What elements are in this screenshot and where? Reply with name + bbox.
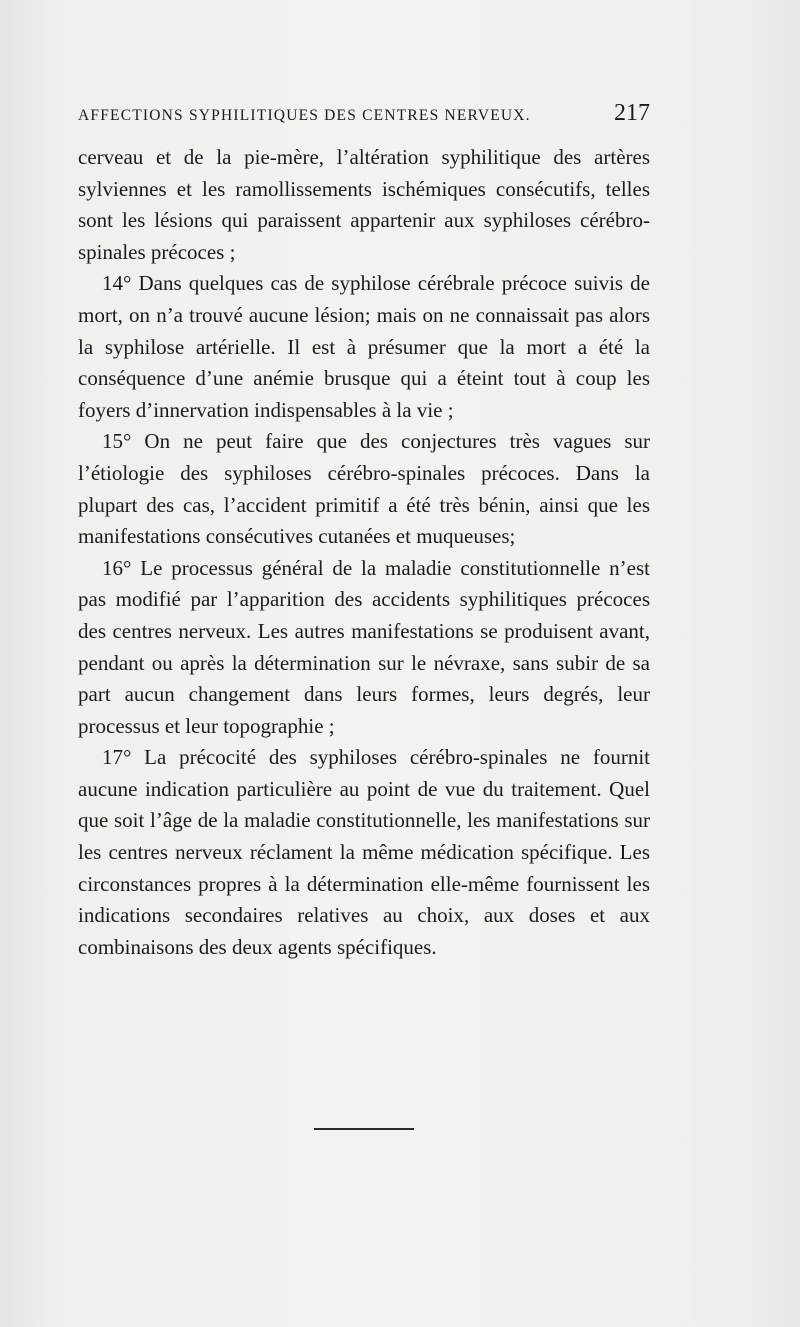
paragraph-17: 17° La précocité des syphiloses cérébro-spinales ne fournit aucune indication particulière au point de vue du traitement. Quel que soit l’âge de la maladie constitutionnelle, les manifestations sur les centres nerveux réclament la même médication spécifique. Les circonstances propres à la détermination elle-même fournissent les indications secondaires relatives au choix, aux doses et aux combinaisons des deux agents spécifiques. (78, 745, 650, 959)
page-number: 217 (614, 100, 650, 126)
running-title: AFFECTIONS SYPHILITIQUES DES CENTRES NERVEUX. (78, 107, 531, 124)
body-text (78, 142, 650, 963)
page-header (78, 100, 650, 127)
paragraph-15: 15° On ne peut faire que des conjectures très vagues sur l’étiologie des syphiloses cérébro-spinales précoces. Dans la plupart des cas, l’accident primitif a été très bénin, ainsi que les manifestations consécutives cutanées et muqueuses; (78, 429, 650, 549)
paragraph-14: 14° Dans quelques cas de syphilose cérébrale précoce suivis de mort, on n’a trouvé aucune lésion; mais on ne connaissait pas alors la syphilose artérielle. Il est à présumer que la mort a été la conséquence d’une anémie brusque qui a éteint tout à coup les foyers d’innervation indispensables à la vie ; (78, 271, 650, 422)
paragraph-continuation: cerveau et de la pie-mère, l’altération syphilitique des artères sylviennes et les ramollissements ischémiques consécutifs, telles sont les lésions qui paraissent appartenir aux syphiloses cérébro-spinales précoces ; (78, 145, 650, 264)
end-rule (314, 1128, 414, 1130)
paragraph-16: 16° Le processus général de la maladie constitutionnelle n’est pas modifié par l’apparition des accidents syphilitiques précoces des centres nerveux. Les autres manifestations se produisent avant, pendant ou après la détermination sur le névraxe, sans subir de sa part aucun changement dans leurs formes, leurs degrés, leur processus et leur topographie ; (78, 555, 650, 738)
